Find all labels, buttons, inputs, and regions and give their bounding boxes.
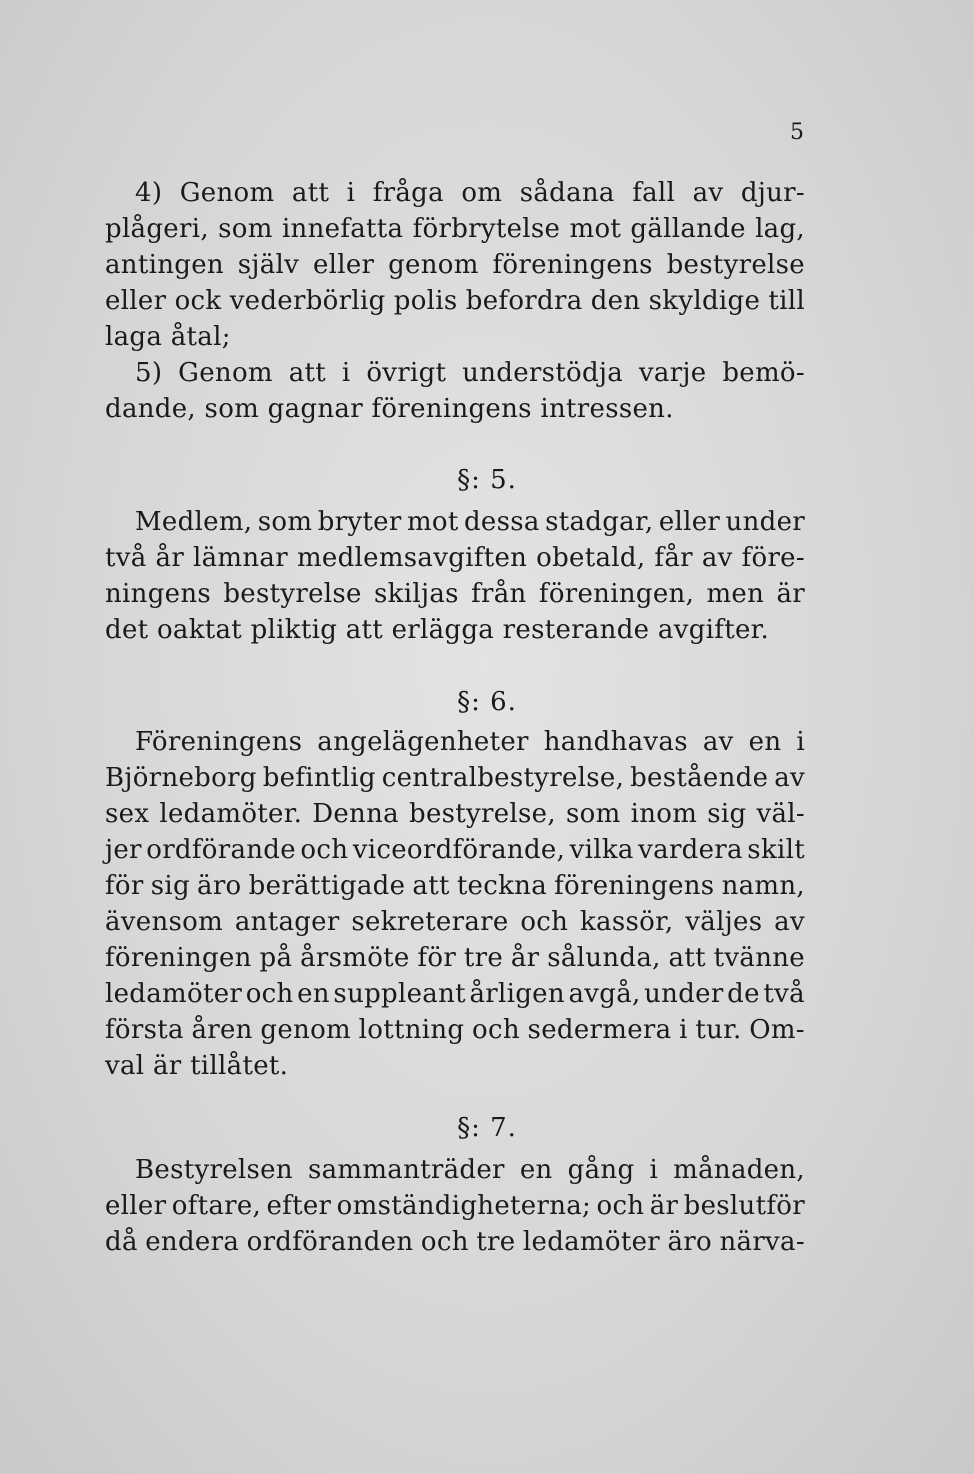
- text-line: första åren genom lottning och sedermera i tur. Om-: [105, 1015, 805, 1045]
- text-line: Medlem, som bryter mot dessa stadgar, eller under: [135, 507, 805, 537]
- text-line: laga åtal;: [105, 322, 231, 352]
- text-line: eller ock vederbörlig polis befordra den skyldige till: [105, 286, 805, 316]
- text-line: ävensom antager sekreterare och kassör, väljes av: [105, 907, 805, 937]
- text-line: val är tillåtet.: [105, 1051, 289, 1081]
- section-heading: §: 6.: [457, 687, 517, 717]
- text-line: Björneborg befintlig centralbestyrelse, bestående av: [105, 763, 805, 793]
- text-line: föreningen på årsmöte för tre år sålunda, att tvänne: [105, 943, 805, 973]
- text-line: antingen själv eller genom föreningens bestyrelse: [105, 250, 805, 280]
- text-line: Bestyrelsen sammanträder en gång i månaden,: [135, 1155, 805, 1185]
- section-heading: §: 7.: [457, 1113, 517, 1143]
- text-line: eller oftare, efter omständigheterna; och är beslutför: [105, 1191, 805, 1221]
- text-line: 4) Genom att i fråga om sådana fall av djur-: [135, 178, 805, 208]
- page-number: 5: [790, 120, 804, 145]
- text-line: ledamöter och en suppleant årligen avgå, under de två: [105, 979, 805, 1009]
- text-line: det oaktat pliktig att erlägga resterande avgifter.: [105, 615, 770, 645]
- text-line: för sig äro berättigade att teckna föreningens namn,: [105, 871, 805, 901]
- text-line: då endera ordföranden och tre ledamöter äro närva-: [105, 1227, 805, 1257]
- text-line: två år lämnar medlemsavgiften obetald, får av före-: [105, 543, 805, 573]
- text-line: dande, som gagnar föreningens intressen.: [105, 394, 674, 424]
- text-line: sex ledamöter. Denna bestyrelse, som inom sig väl-: [105, 799, 805, 829]
- text-line: 5) Genom att i övrigt understödja varje bemö-: [135, 358, 805, 388]
- text-line: Föreningens angelägenheter handhavas av en i: [135, 727, 805, 757]
- text-line: ningens bestyrelse skiljas från föreningen, men är: [105, 579, 805, 609]
- section-heading: §: 5.: [457, 465, 517, 495]
- text-line: plågeri, som innefatta förbrytelse mot gällande lag,: [105, 214, 805, 244]
- text-line: jer ordförande och viceordförande, vilka vardera skilt: [105, 835, 805, 865]
